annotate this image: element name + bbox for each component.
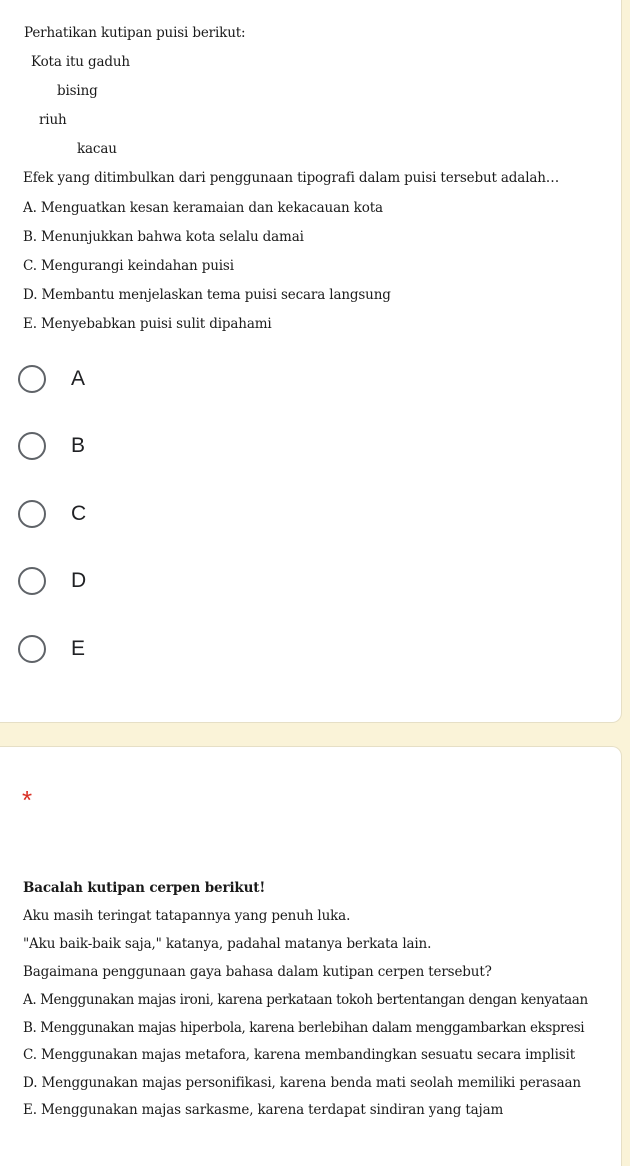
question-intro: Perhatikan kutipan puisi berikut: xyxy=(24,25,246,41)
question-card-2 xyxy=(0,746,622,1166)
radio-label-d[interactable]: D xyxy=(71,569,87,592)
option-text-c: C. Mengurangi keindahan puisi xyxy=(23,258,234,274)
option-text-e: E. Menggunakan majas sarkasme, karena terdapat sindiran yang tajam xyxy=(23,1102,504,1118)
option-text-d: D. Membantu menjelaskan tema puisi secara langsung xyxy=(23,287,391,303)
option-text-c: C. Menggunakan majas metafora, karena membandingkan sesuatu secara implisit xyxy=(23,1047,575,1063)
question-text: Bagaimana penggunaan gaya bahasa dalam kutipan cerpen tersebut? xyxy=(23,964,492,980)
radio-option-c[interactable] xyxy=(0,491,600,541)
option-text-d: D. Menggunakan majas personifikasi, karena benda mati seolah memiliki perasaan xyxy=(23,1075,581,1091)
radio-button-b[interactable] xyxy=(18,432,46,460)
radio-label-a[interactable]: A xyxy=(71,367,86,390)
radio-button-e[interactable] xyxy=(18,635,46,663)
radio-button-c[interactable] xyxy=(18,500,46,528)
poem-line: bising xyxy=(57,83,98,99)
option-text-e: E. Menyebabkan puisi sulit dipahami xyxy=(23,316,272,332)
radio-option-b[interactable] xyxy=(0,423,600,473)
radio-label-e[interactable]: E xyxy=(71,637,86,660)
option-text-b: B. Menunjukkan bahwa kota selalu damai xyxy=(23,229,304,245)
option-text-b: B. Menggunakan majas hiperbola, karena berlebihan dalam menggambarkan ekspresi xyxy=(23,1020,585,1036)
poem-line: kacau xyxy=(77,141,117,157)
radio-button-d[interactable] xyxy=(18,567,46,595)
required-marker: * xyxy=(22,785,33,815)
option-text-a: A. Menguatkan kesan keramaian dan kekacauan kota xyxy=(23,200,383,216)
question-text: Efek yang ditimbulkan dari penggunaan tipografi dalam puisi tersebut adalah… xyxy=(23,170,560,186)
radio-label-b[interactable]: B xyxy=(71,434,86,457)
excerpt-line: Aku masih teringat tatapannya yang penuh luka. xyxy=(23,908,351,924)
excerpt-line: "Aku baik-baik saja," katanya, padahal matanya berkata lain. xyxy=(23,936,432,952)
poem-line: Kota itu gaduh xyxy=(31,54,130,70)
question-intro: Bacalah kutipan cerpen berikut! xyxy=(23,880,266,896)
poem-line: riuh xyxy=(39,112,67,128)
radio-option-d[interactable] xyxy=(0,558,600,608)
radio-button-a[interactable] xyxy=(18,365,46,393)
radio-option-e[interactable] xyxy=(0,626,600,676)
radio-option-a[interactable] xyxy=(0,356,600,406)
radio-label-c[interactable]: C xyxy=(71,502,87,525)
option-text-a: A. Menggunakan majas ironi, karena perkataan tokoh bertentangan dengan kenyataan xyxy=(23,992,588,1008)
